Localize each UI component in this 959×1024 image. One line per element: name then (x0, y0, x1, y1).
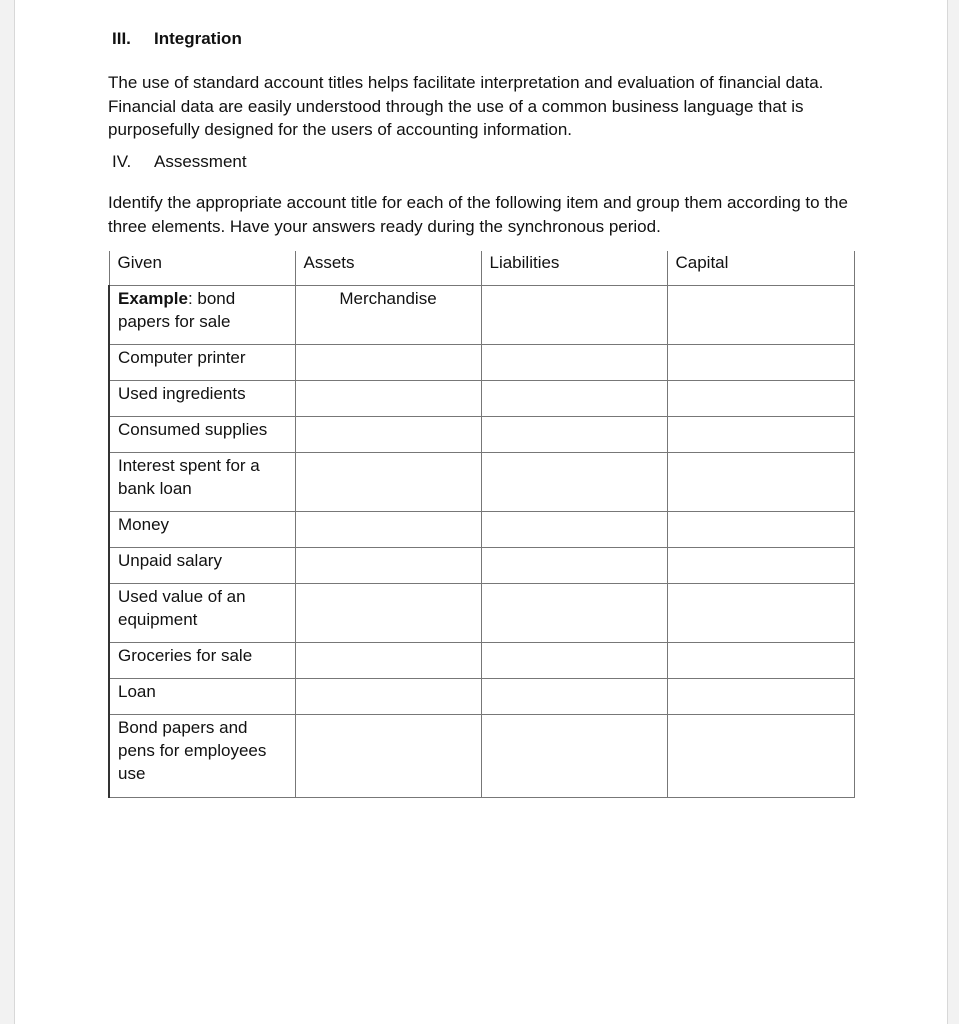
assets-cell[interactable] (295, 715, 481, 798)
given-cell: Unpaid salary (109, 548, 295, 584)
capital-cell[interactable] (667, 381, 854, 417)
table-row (109, 679, 854, 715)
capital-cell[interactable] (667, 512, 854, 548)
assets-cell[interactable] (295, 417, 481, 453)
liabilities-cell[interactable] (481, 584, 667, 643)
capital-cell[interactable] (667, 584, 854, 643)
table-row (109, 548, 854, 584)
table-row (109, 584, 854, 643)
capital-cell[interactable] (667, 679, 854, 715)
given-cell: Consumed supplies (109, 417, 295, 453)
table-row (109, 417, 854, 453)
capital-cell[interactable] (667, 453, 854, 512)
given-cell: Computer printer (109, 345, 295, 381)
given-cell: Used value of an equipment (109, 584, 295, 643)
assets-cell[interactable] (295, 679, 481, 715)
capital-cell[interactable] (667, 345, 854, 381)
header-liabilities: Liabilities (481, 251, 667, 286)
liabilities-cell[interactable] (481, 286, 667, 345)
assets-cell[interactable] (295, 345, 481, 381)
example-text: : bond papers for sale (118, 289, 236, 331)
document-page (14, 0, 948, 1024)
liabilities-cell[interactable] (481, 715, 667, 798)
given-cell: Bond papers and pens for employees use (109, 715, 295, 798)
given-cell: Groceries for sale (109, 643, 295, 679)
assets-cell[interactable] (295, 643, 481, 679)
section-number: III. (112, 29, 131, 48)
liabilities-cell[interactable] (481, 345, 667, 381)
header-capital: Capital (667, 251, 854, 286)
assets-cell[interactable] (295, 548, 481, 584)
liabilities-cell[interactable] (481, 643, 667, 679)
table-row (109, 453, 854, 512)
section-heading-assessment (112, 152, 247, 172)
given-cell: Money (109, 512, 295, 548)
liabilities-cell[interactable] (481, 679, 667, 715)
given-cell (109, 286, 295, 345)
capital-cell[interactable] (667, 548, 854, 584)
section-number: IV. (112, 152, 132, 171)
section-title: Assessment (154, 152, 247, 171)
given-cell: Used ingredients (109, 381, 295, 417)
section-heading-integration (112, 29, 242, 49)
assets-cell: Merchandise (295, 286, 481, 345)
assets-cell[interactable] (295, 584, 481, 643)
liabilities-cell[interactable] (481, 417, 667, 453)
capital-cell[interactable] (667, 417, 854, 453)
table-row-example (109, 286, 854, 345)
capital-cell[interactable] (667, 286, 854, 345)
liabilities-cell[interactable] (481, 453, 667, 512)
capital-cell[interactable] (667, 643, 854, 679)
table-row (109, 715, 854, 798)
table-row (109, 381, 854, 417)
header-assets: Assets (295, 251, 481, 286)
example-label: Example (118, 289, 188, 308)
given-cell: Interest spent for a bank loan (109, 453, 295, 512)
section-title: Integration (154, 29, 242, 48)
assets-cell[interactable] (295, 512, 481, 548)
capital-cell[interactable] (667, 715, 854, 798)
assets-cell[interactable] (295, 453, 481, 512)
table-row (109, 345, 854, 381)
table-header-row (109, 251, 854, 286)
given-cell: Loan (109, 679, 295, 715)
account-classification-table (108, 251, 855, 798)
table-row (109, 643, 854, 679)
liabilities-cell[interactable] (481, 512, 667, 548)
liabilities-cell[interactable] (481, 548, 667, 584)
assessment-instructions: Identify the appropriate account title for each of the following item and group them according to the three elements. Have your answers ready during the synchronous period. (108, 193, 848, 236)
liabilities-cell[interactable] (481, 381, 667, 417)
integration-paragraph: The use of standard account titles helps facilitate interpretation and evaluation of financial data. Financial data are easily understood through the use of a common business language that is purposefully designed for the users of accounting information. (108, 73, 824, 139)
assets-cell[interactable] (295, 381, 481, 417)
table-row (109, 512, 854, 548)
header-given: Given (109, 251, 295, 286)
